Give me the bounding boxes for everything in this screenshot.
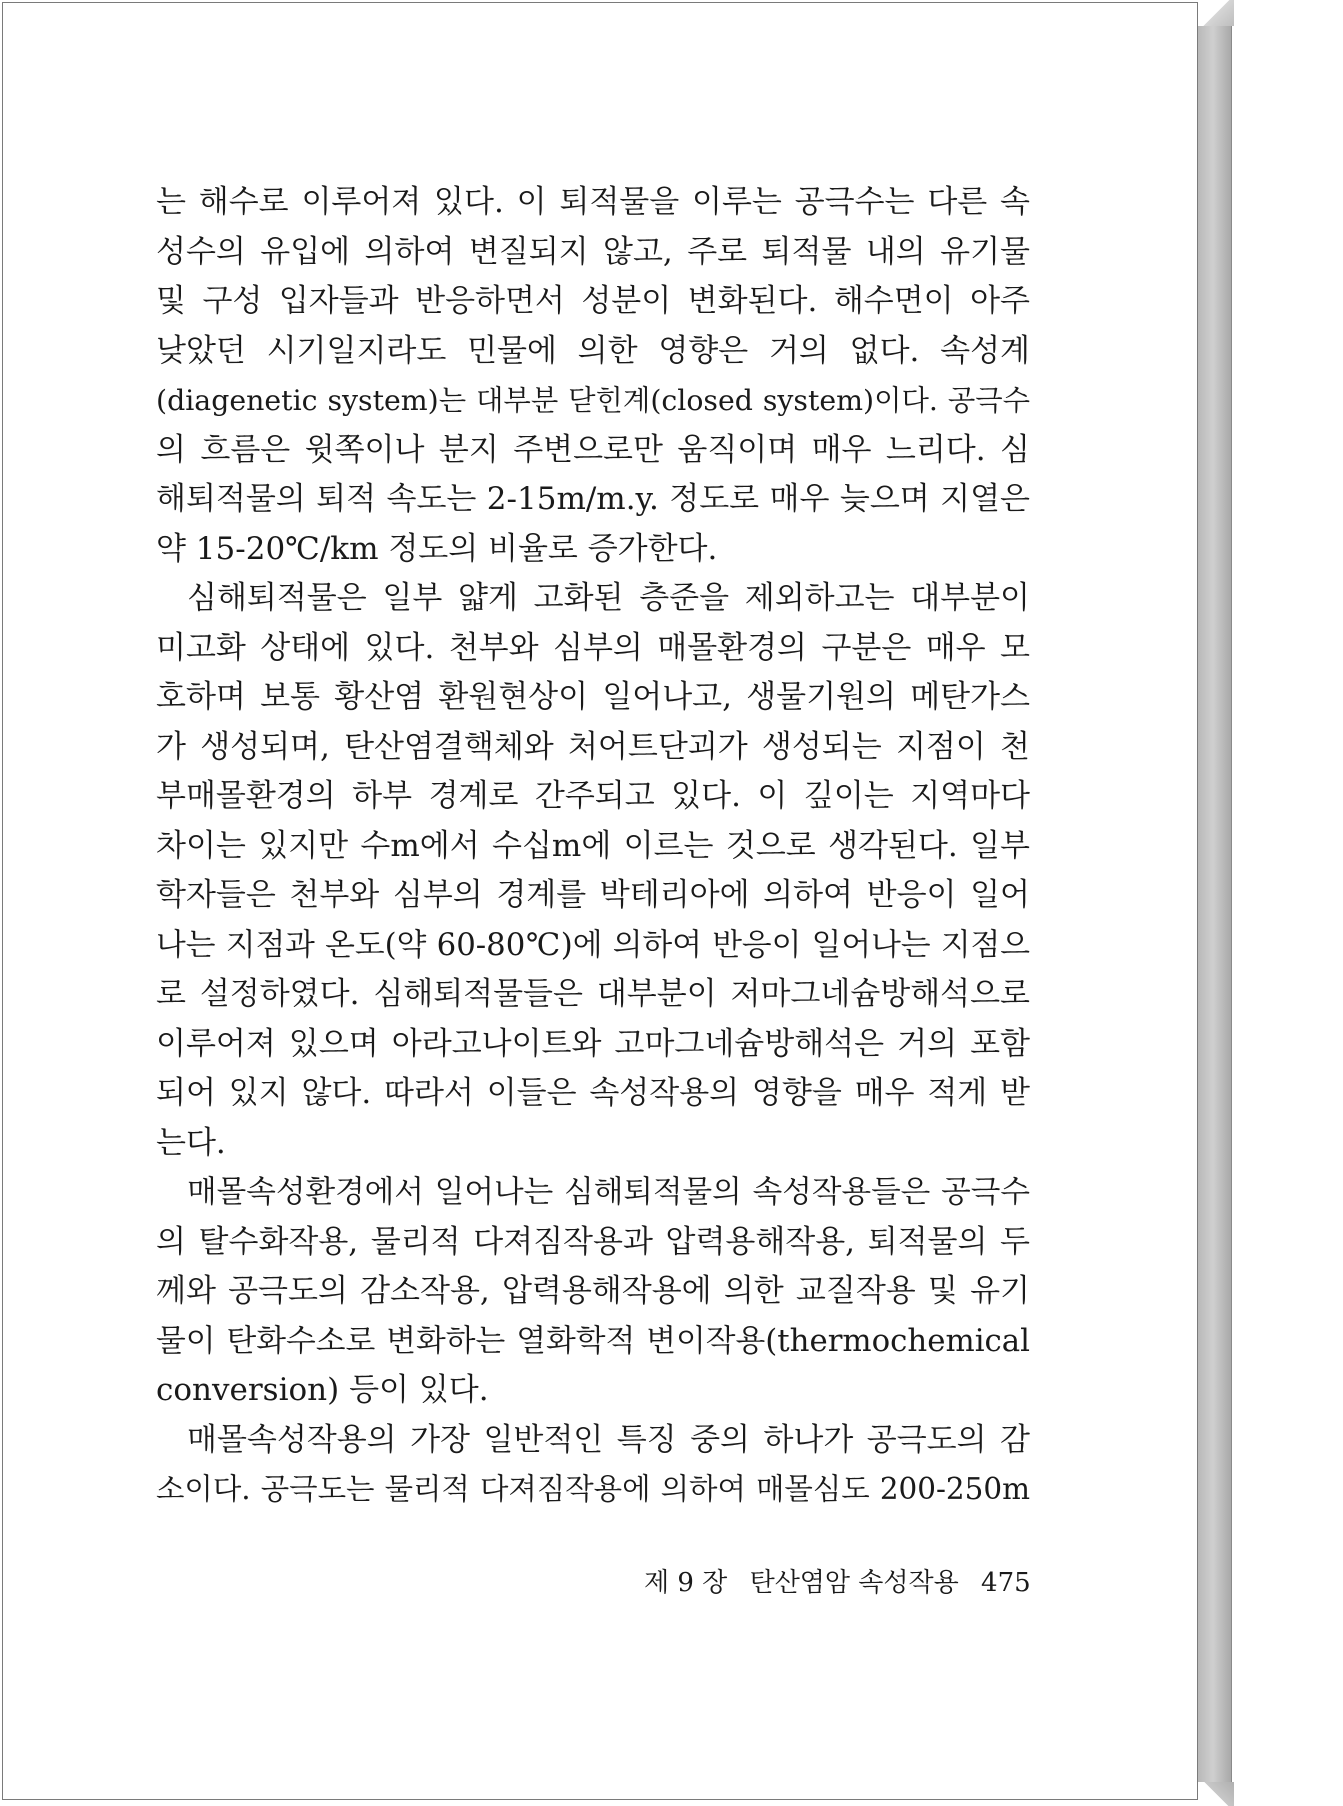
text-line: 매몰속성작용의 가장 일반적인 특징 중의 하나가 공극도의 감 [187,1421,1030,1458]
text-line: 낮았던 시기일지라도 민물에 의한 영향은 거의 없다. 속성계 [156,332,1030,369]
text-line: 로 설정하였다. 심해퇴적물들은 대부분이 저마그네슘방해석으로 [156,976,1030,1012]
page-footer [630,1562,1031,1599]
text-line: 는 해수로 이루어져 있다. 이 퇴적물을 이루는 공극수는 다른 속 [156,184,1030,220]
chapter-number: 제 9 장 [644,1568,728,1598]
text-line: 부매몰환경의 하부 경계로 간주되고 있다. 이 깊이는 지역마다 [156,778,1030,814]
text-line: 되어 있지 않다. 따라서 이들은 속성작용의 영향을 매우 적게 받 [156,1075,1030,1111]
text-line: 심해퇴적물은 일부 얇게 고화된 층준을 제외하고는 대부분이 [187,580,1030,616]
text-line: 약 15-20℃/km 정도의 비율로 증가한다. [156,530,718,567]
text-line: 이루어져 있으며 아라고나이트와 고마그네슘방해석은 거의 포함 [156,1025,1030,1062]
text-line: 는다. [156,1124,226,1161]
body-text [156,178,1030,1515]
text-line: 의 탈수화작용, 물리적 다져짐작용과 압력용해작용, 퇴적물의 두 [156,1223,1030,1260]
page-corner-bottom [1198,1782,1234,1806]
text-line: 해퇴적물의 퇴적 속도는 2-15m/m.y. 정도로 매우 늦으며 지열은 [156,481,1030,517]
text-line: 소이다. 공극도는 물리적 다져짐작용에 의하여 매몰심도 200-250m [156,1472,1030,1506]
text-line: 물이 탄화수소로 변화하는 열화학적 변이작용(thermochemical [156,1322,1030,1359]
text-line: conversion) 등이 있다. [156,1372,489,1408]
text-line: 및 구성 입자들과 반응하면서 성분이 변화된다. 해수면이 아주 [156,283,1030,319]
text-line: (diagenetic system)는 대부분 닫힌계(closed system)이다. 공극수 [156,384,1030,417]
text-line: 차이는 있지만 수m에서 수십m에 이르는 것으로 생각된다. 일부 [156,827,1030,864]
text-line: 호하며 보통 황산염 환원현상이 일어나고, 생물기원의 메탄가스 [156,679,1030,715]
text-line: 미고화 상태에 있다. 천부와 심부의 매몰환경의 구분은 매우 모 [156,629,1030,666]
page-stack-edge [1198,2,1232,1800]
page-number: 475 [981,1568,1031,1598]
text-line: 성수의 유입에 의하여 변질되지 않고, 주로 퇴적물 내의 유기물 [156,233,1030,270]
text-line: 의 흐름은 윗쪽이나 분지 주변으로만 움직이며 매우 느리다. 심 [156,431,1030,468]
page-corner-top [1198,0,1234,26]
text-line: 학자들은 천부와 심부의 경계를 박테리아에 의하여 반응이 일어 [156,877,1030,913]
text-line: 나는 지점과 온도(약 60-80℃)에 의하여 반응이 일어나는 지점으 [156,926,1030,963]
chapter-title: 탄산염암 속성작용 [749,1568,959,1598]
text-line: 가 생성되며, 탄산염결핵체와 처어트단괴가 생성되는 지점이 천 [156,728,1030,765]
text-line: 께와 공극도의 감소작용, 압력용해작용에 의한 교질작용 및 유기 [156,1273,1030,1309]
text-line: 매몰속성환경에서 일어나는 심해퇴적물의 속성작용들은 공극수 [187,1175,1030,1210]
